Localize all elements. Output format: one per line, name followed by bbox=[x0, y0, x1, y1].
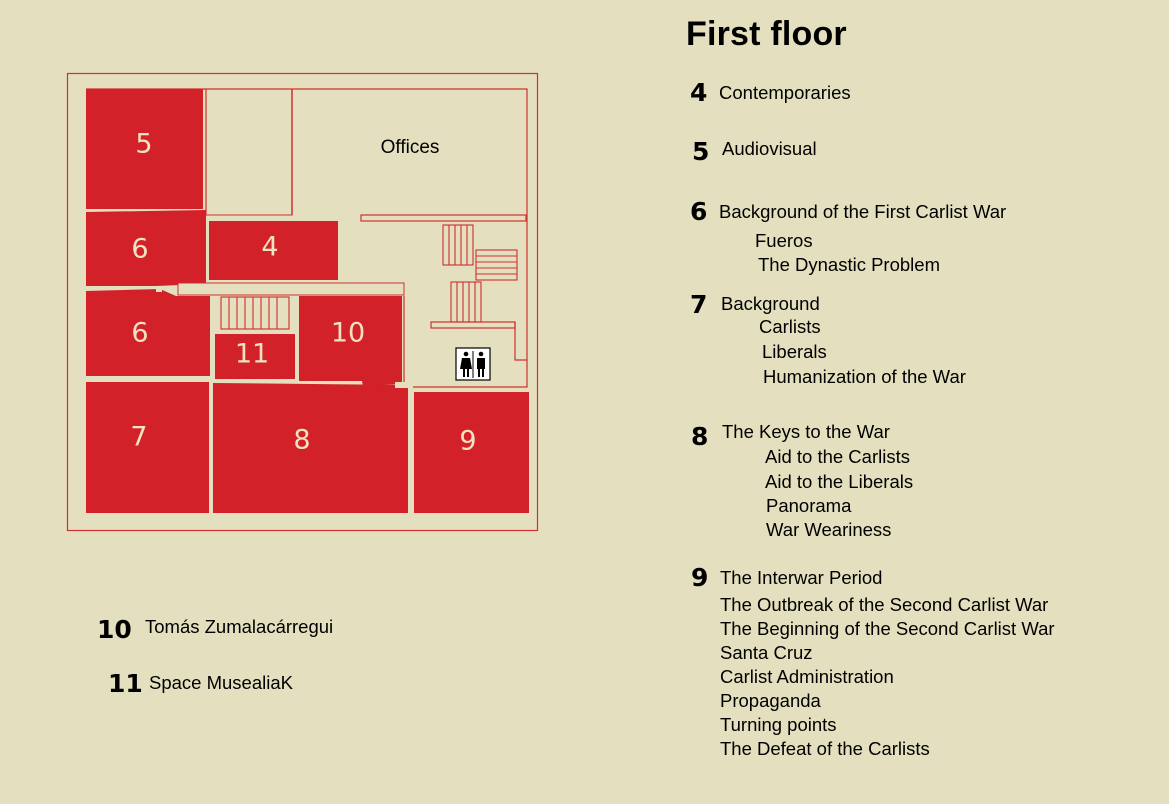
legend-subitem: Liberals bbox=[762, 341, 827, 362]
corridor-wall bbox=[431, 322, 515, 328]
legend-subitem: Humanization of the War bbox=[763, 366, 966, 387]
room-5-label: 5 bbox=[135, 128, 153, 160]
restroom-icon bbox=[456, 348, 490, 380]
side-legend-number: 10 bbox=[97, 615, 132, 644]
legend-subitem: The Beginning of the Second Carlist War bbox=[720, 618, 1055, 639]
legend-title: Contemporaries bbox=[719, 82, 851, 103]
legend-subitem: Aid to the Carlists bbox=[765, 446, 910, 467]
room-6-lower-label: 6 bbox=[131, 317, 149, 349]
legend-subitem: Aid to the Liberals bbox=[765, 471, 914, 492]
legend-subitem: Carlist Administration bbox=[720, 666, 894, 687]
legend-subitem: War Weariness bbox=[766, 519, 892, 540]
corridor-wall bbox=[361, 215, 526, 221]
legend-subitem: Panorama bbox=[766, 495, 852, 516]
legend-title: The Interwar Period bbox=[720, 567, 883, 588]
legend-number: 4 bbox=[690, 78, 708, 107]
side-legend-title: Space MusealiaK bbox=[149, 672, 293, 693]
corridor-wall bbox=[515, 322, 527, 360]
legend-subitem: Carlists bbox=[759, 316, 821, 337]
page-title: First floor bbox=[686, 15, 847, 53]
storage-room bbox=[206, 89, 292, 215]
room-8-label: 8 bbox=[293, 424, 311, 456]
legend-subitem: Fueros bbox=[755, 230, 813, 251]
legend-title: Background bbox=[721, 293, 820, 314]
room-9-label: 9 bbox=[459, 425, 477, 457]
legend-number: 9 bbox=[691, 563, 709, 592]
legend-subitem: Propaganda bbox=[720, 690, 821, 711]
room-4-label: 4 bbox=[261, 231, 279, 263]
offices-label: Offices bbox=[380, 137, 440, 158]
side-legend-title: Tomás Zumalacárregui bbox=[145, 616, 334, 637]
legend-subitem: Santa Cruz bbox=[720, 642, 813, 663]
legend-number: 7 bbox=[690, 290, 708, 319]
room-6-upper-label: 6 bbox=[131, 233, 149, 265]
room-11-label: 11 bbox=[234, 338, 270, 370]
room-7-label: 7 bbox=[130, 421, 148, 453]
legend-number: 8 bbox=[691, 422, 709, 451]
legend-subitem: The Dynastic Problem bbox=[758, 254, 940, 275]
legend-subitem: The Defeat of the Carlists bbox=[720, 738, 930, 759]
legend-number: 5 bbox=[692, 137, 710, 166]
legend-title: The Keys to the War bbox=[722, 421, 890, 442]
corridor-strip bbox=[178, 283, 404, 295]
room-10-label: 10 bbox=[330, 317, 366, 349]
floor-plan bbox=[0, 0, 560, 560]
legend-subitem: The Outbreak of the Second Carlist War bbox=[720, 594, 1049, 615]
legend-number: 6 bbox=[690, 197, 708, 226]
legend-subitem: Turning points bbox=[720, 714, 837, 735]
side-legend-number: 11 bbox=[108, 669, 143, 698]
legend-title: Audiovisual bbox=[722, 138, 817, 159]
legend-title: Background of the First Carlist War bbox=[719, 201, 1007, 222]
